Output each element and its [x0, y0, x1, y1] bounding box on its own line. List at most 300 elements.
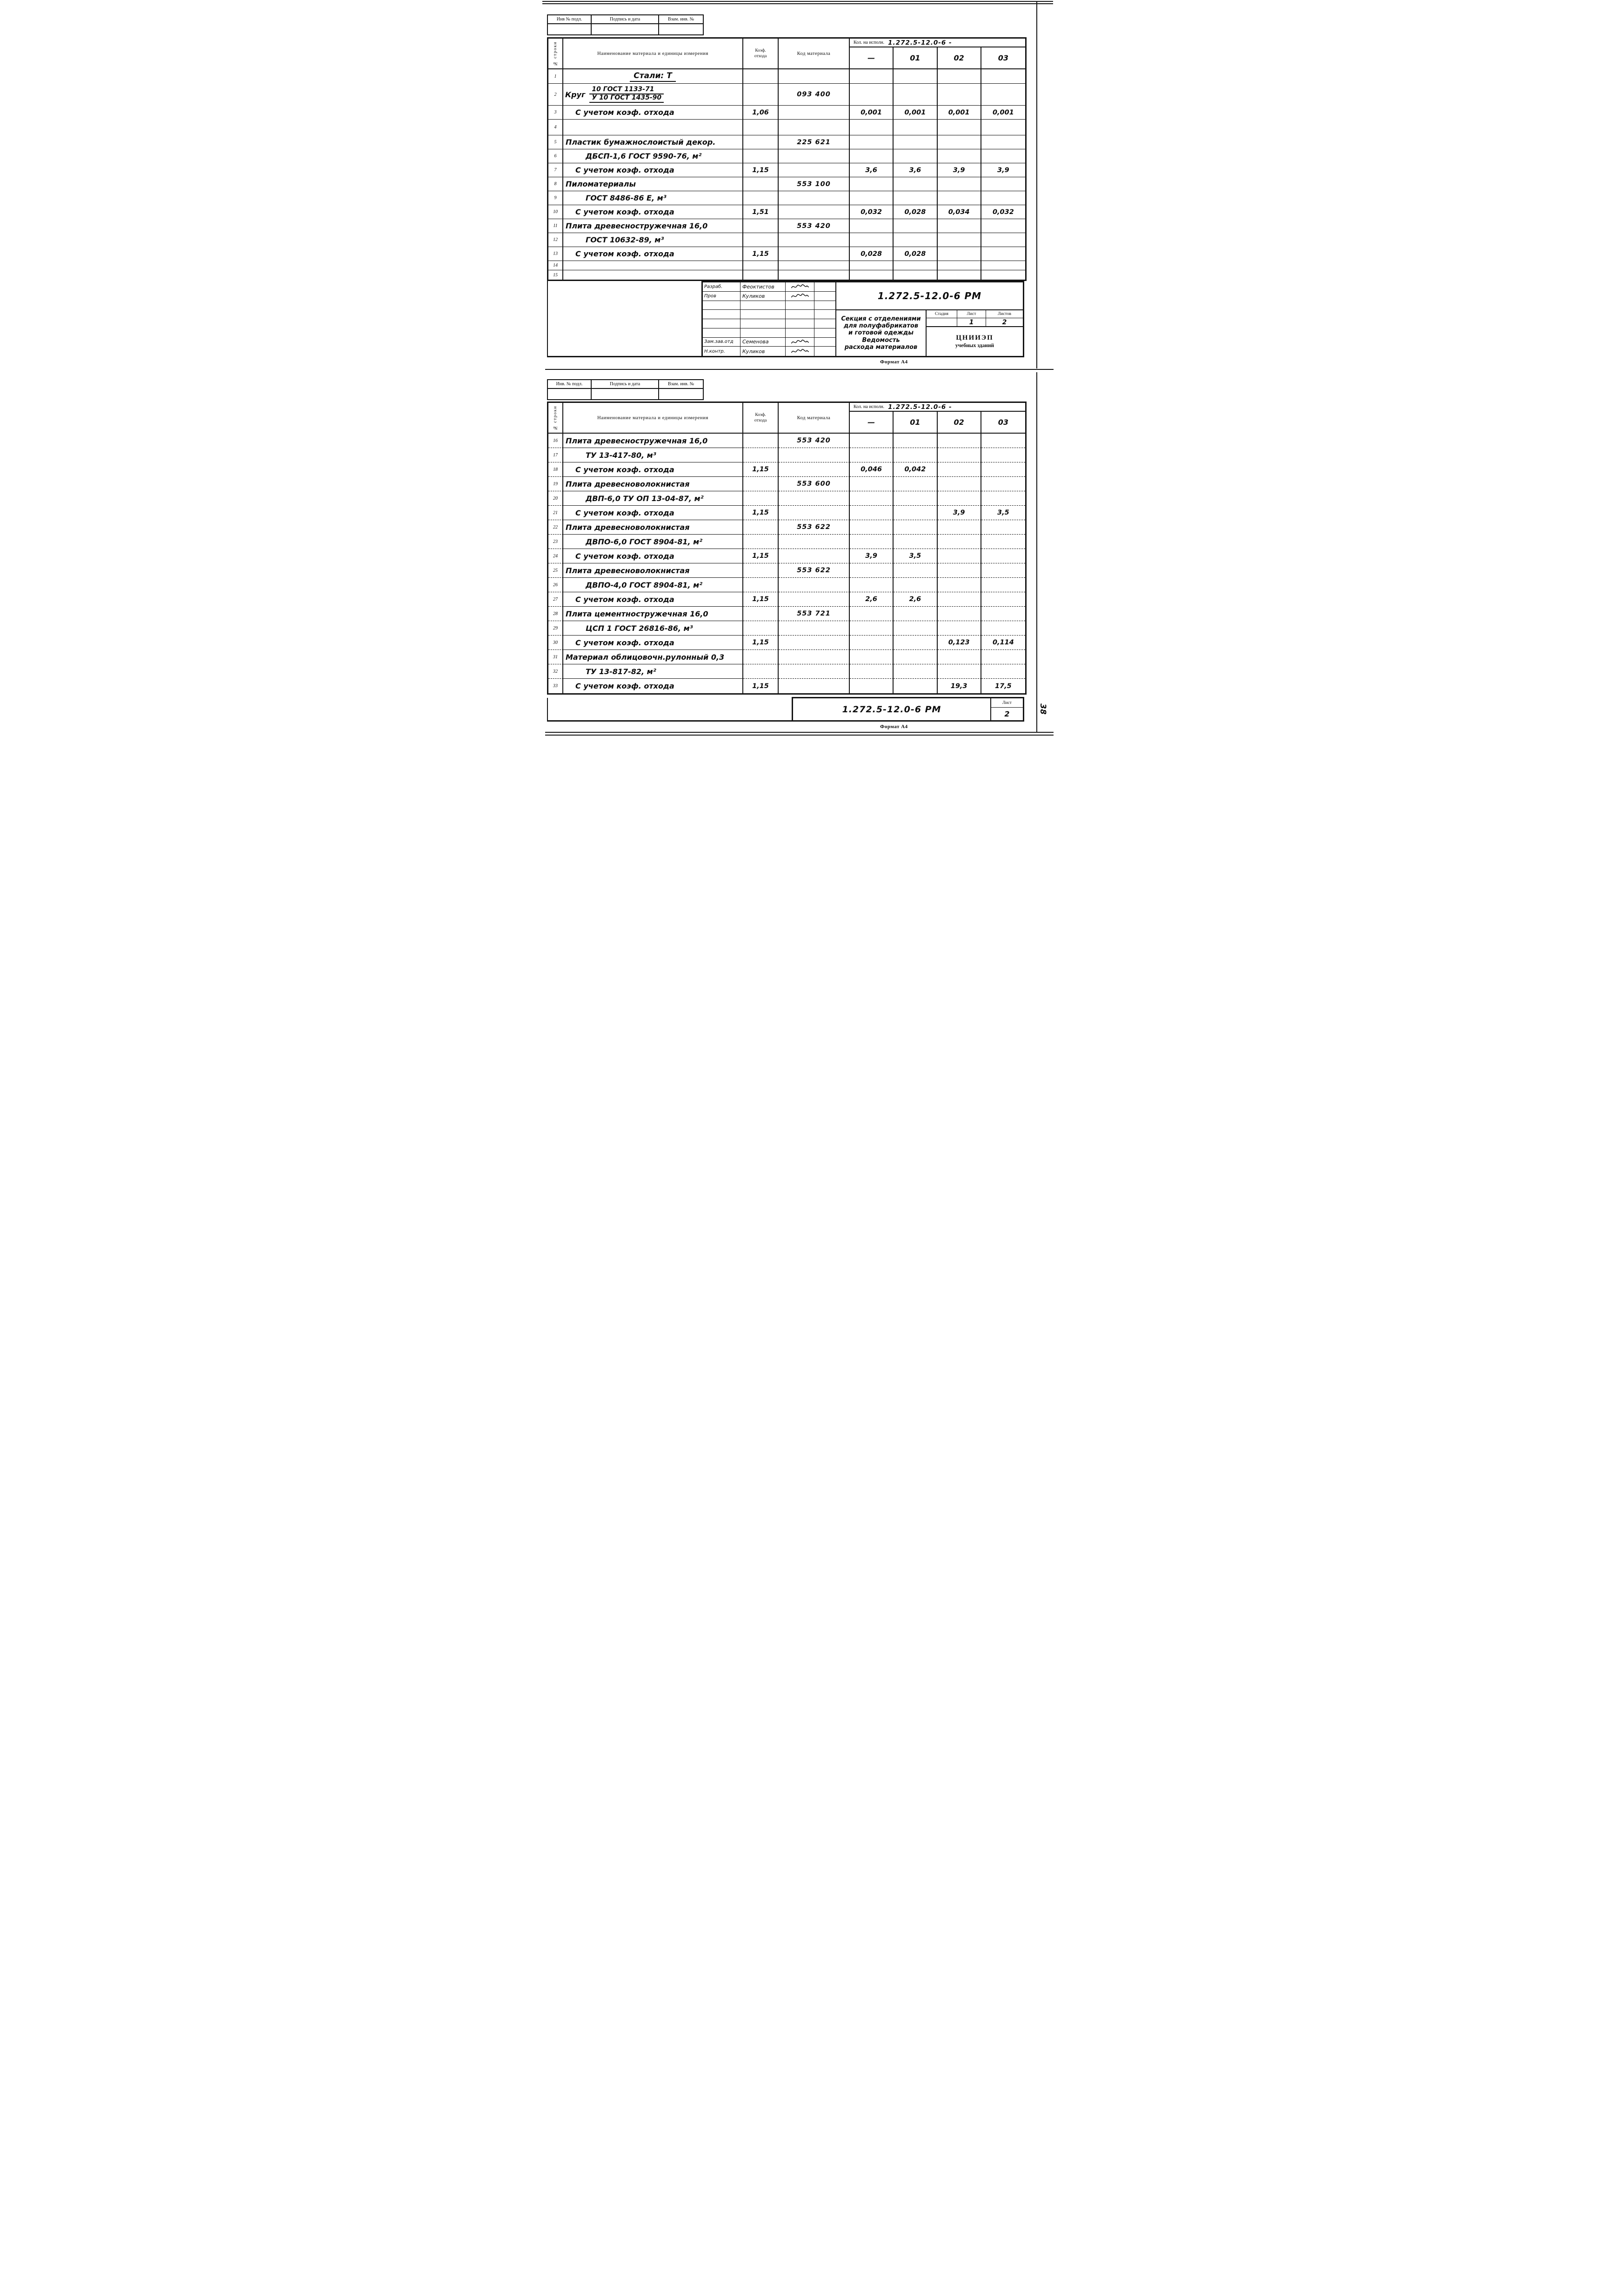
qty-cell: [981, 177, 1025, 191]
code-cell: 553 420: [779, 219, 850, 233]
qty-cell: [981, 247, 1025, 261]
qty-cell: [850, 621, 894, 636]
row-number-cell: 13: [548, 247, 563, 261]
qty-cell: [850, 607, 894, 621]
code-cell: 553 622: [779, 520, 850, 535]
signature-squiggle: [791, 293, 809, 299]
material-name-prefix: Круг: [565, 90, 586, 99]
row-number-cell: 17: [548, 448, 563, 462]
qty-cell: [938, 270, 981, 280]
project-title: [836, 310, 927, 356]
koef-cell: [743, 135, 779, 149]
exec-code-handwritten: 1.272.5-12.0-6 -: [888, 403, 952, 411]
stamp-inv-number: Инв № подл.: [548, 15, 592, 24]
qty-cell: [894, 621, 937, 636]
col-header-exec-base: —: [850, 47, 894, 68]
stamp-strip: [547, 14, 704, 35]
qty-cell: [981, 578, 1025, 592]
titleblock-role-cell: [703, 310, 740, 319]
code-cell: [779, 636, 850, 650]
material-name-cell: [563, 477, 743, 491]
col-header-row-number: [548, 403, 563, 433]
koef-cell: [743, 491, 779, 506]
stage-sheet-grid: [927, 310, 1023, 356]
material-name-cell: [563, 177, 743, 191]
row-number-cell: 23: [548, 535, 563, 549]
code-cell: [779, 679, 850, 693]
material-name-text: С учетом коэф. отхода: [575, 508, 674, 517]
qty-cell: [894, 679, 937, 693]
material-name-cell: [563, 491, 743, 506]
row-number-cell: 5: [548, 135, 563, 149]
col-header-koef: [743, 403, 779, 433]
qty-cell: 3,9: [997, 166, 1009, 174]
material-name-text: ЦСП 1 ГОСТ 26816-86, м³: [586, 623, 693, 633]
material-name-text: ДВП-6,0 ТУ ОП 13-04-87, м²: [586, 494, 704, 503]
org-subname: учебных зданий: [955, 343, 994, 349]
sheet-label: Лист: [957, 310, 986, 318]
titleblock-role-cell: Разраб.: [703, 282, 740, 292]
koef-cell: 1,15: [743, 592, 779, 607]
qty-cell: [938, 578, 981, 592]
stage-label: Стадия: [927, 310, 957, 318]
qty-cell: [938, 84, 981, 105]
koef-cell: [743, 177, 779, 191]
row-number-cell: 9: [548, 191, 563, 205]
titleblock-name-cell: Семенова: [740, 338, 786, 347]
title-line: для полуфабрикатов: [843, 322, 919, 330]
table-body-page2: [548, 434, 1025, 693]
row-number-label: № строки: [553, 405, 558, 430]
qty-cell: [850, 219, 894, 233]
table-row: [548, 650, 1025, 664]
code-cell: [779, 621, 850, 636]
material-name-text: ГОСТ 8486-86 Е, м³: [586, 194, 667, 202]
material-name-cell: [563, 621, 743, 636]
col-header-exec-03: 03: [998, 418, 1008, 427]
table-row: [548, 135, 1025, 149]
row-number-cell: 11: [548, 219, 563, 233]
material-name-cell: [563, 106, 743, 119]
material-name-text: ТУ 13-817-82, м²: [586, 667, 656, 676]
row-number-cell: 15: [548, 270, 563, 280]
org-name: ЦНИИЭП: [956, 334, 994, 342]
row-number-cell: 24: [548, 549, 563, 563]
table-header: [548, 403, 1025, 434]
sheets-label: Листов: [986, 310, 1023, 318]
top-edge-line-2: [542, 3, 1053, 4]
row-number-cell: 27: [548, 592, 563, 607]
qty-cell: [850, 448, 894, 462]
titleblock-role-cell: Н.контр.: [703, 347, 740, 356]
material-name-cell: [563, 163, 743, 177]
qty-cell: [981, 191, 1025, 205]
row-number-cell: 10: [548, 205, 563, 219]
title-block-lower: [836, 310, 1023, 356]
qty-cell: [938, 247, 981, 261]
koef-cell: [743, 664, 779, 679]
material-name-cell: [563, 549, 743, 563]
row-number-cell: 2: [548, 84, 563, 105]
frame-bottom-segment: [547, 356, 702, 357]
code-cell: [779, 106, 850, 119]
row-number-cell: 28: [548, 607, 563, 621]
qty-cell: [938, 149, 981, 163]
col-header-code: Код материала: [779, 39, 850, 68]
qty-cell: [938, 563, 981, 578]
qty-cell: 3,9: [938, 163, 981, 177]
date-cell: [814, 338, 835, 347]
qty-cell: [938, 650, 981, 664]
koef-cell: 1,51: [743, 205, 779, 219]
qty-cell: [938, 191, 981, 205]
titleblock-name-cell: Феоктистов: [740, 282, 786, 292]
code-cell: [779, 247, 850, 261]
qty-cell: [850, 191, 894, 205]
code-cell: [779, 120, 850, 135]
material-name-cell: [563, 578, 743, 592]
qty-cell: [938, 233, 981, 247]
qty-cell: 3,5: [894, 549, 937, 563]
table-body-page1: [548, 69, 1025, 280]
qty-cell: 19,3: [938, 679, 981, 693]
material-name-text: С учетом коэф. отхода: [575, 465, 674, 474]
material-name-cell: [563, 650, 743, 664]
table-row: [548, 607, 1025, 621]
qty-cell: [894, 84, 937, 105]
koef-cell: 1,15: [743, 506, 779, 520]
table-row: [548, 636, 1025, 650]
titleblock-name-cell: [740, 310, 786, 319]
row-number-cell: 1: [548, 69, 563, 83]
koef-cell: [743, 563, 779, 578]
signature-cell: [786, 338, 814, 347]
row-number-cell: 18: [548, 462, 563, 477]
titleblock-name-cell: [740, 301, 786, 310]
signature-squiggle: [791, 339, 809, 345]
table-row: [548, 578, 1025, 592]
qty-cell: [850, 261, 894, 270]
qty-cell: [938, 261, 981, 270]
material-name-cell: [563, 535, 743, 549]
col-header-exec-01: 01: [894, 412, 937, 433]
sheet-2: [542, 372, 1059, 739]
table-row: [548, 563, 1025, 578]
signature-cell: [786, 310, 814, 319]
material-name-text: Плита древесностружечная 16,0: [566, 436, 708, 445]
material-name-cell: [563, 434, 743, 448]
qty-cell: [981, 261, 1025, 270]
qty-cell: [850, 664, 894, 679]
material-name-text: Пиломатериалы: [566, 180, 636, 188]
row-number-cell: 26: [548, 578, 563, 592]
koef-cell: 1,15: [743, 163, 779, 177]
table-row: [548, 247, 1025, 261]
qty-cell: [981, 84, 1025, 105]
qty-cell: [894, 135, 937, 149]
row-number-cell: 30: [548, 636, 563, 650]
qty-cell: 0,032: [850, 205, 894, 219]
koef-label-line2: отхода: [754, 54, 767, 59]
row-number-cell: 3: [548, 106, 563, 119]
code-cell: [779, 149, 850, 163]
table-row: [548, 621, 1025, 636]
code-cell: [779, 233, 850, 247]
table-row: [548, 191, 1025, 205]
stamp-empty-cell: [592, 24, 659, 34]
table-row: [548, 664, 1025, 679]
signature-squiggle: [791, 348, 809, 355]
date-cell: [814, 328, 835, 338]
table-row: [548, 120, 1025, 135]
col-header-exec-group: [850, 39, 1025, 47]
material-name-text: С учетом коэф. отхода: [575, 682, 674, 690]
qty-cell: [894, 636, 937, 650]
material-name-text: С учетом коэф. отхода: [575, 595, 674, 604]
code-cell: 553 600: [779, 477, 850, 491]
qty-cell: [981, 650, 1025, 664]
qty-cell: [981, 477, 1025, 491]
signature-grid: [703, 282, 836, 356]
material-name-text: С учетом коэф. отхода: [575, 208, 674, 216]
code-cell: [779, 506, 850, 520]
date-cell: [814, 282, 835, 292]
qty-cell: [850, 679, 894, 693]
qty-cell: [938, 592, 981, 607]
stamp-inv-number: Инв. № подл.: [548, 380, 592, 389]
qty-cell: [850, 84, 894, 105]
code-cell: 093 400: [779, 84, 850, 105]
titleblock-name-cell: [740, 319, 786, 328]
qty-cell: 0,028: [894, 205, 937, 219]
qty-cell: [850, 520, 894, 535]
qty-cell: [894, 149, 937, 163]
code-cell: [779, 261, 850, 270]
koef-cell: [743, 650, 779, 664]
qty-cell: [938, 491, 981, 506]
qty-cell: 3,6: [850, 163, 894, 177]
date-cell: [814, 347, 835, 356]
row-number-cell: 16: [548, 434, 563, 448]
qty-cell: 0,001: [992, 108, 1014, 116]
titleblock-name-cell: Куликов: [740, 347, 786, 356]
bottom-edge-line-2: [545, 735, 1054, 736]
qty-cell: [850, 120, 894, 135]
table-row: [548, 549, 1025, 563]
table-row: [548, 106, 1025, 120]
qty-cell: 0,042: [894, 462, 937, 477]
table-row: [548, 84, 1025, 106]
qty-cell: [938, 219, 981, 233]
title-line: Ведомость: [862, 336, 900, 344]
code-cell: [779, 592, 850, 607]
qty-cell: [938, 69, 981, 83]
qty-cell: [894, 520, 937, 535]
qty-cell: [981, 448, 1025, 462]
qty-cell: [981, 535, 1025, 549]
code-cell: [779, 535, 850, 549]
material-name-text: ДВПО-4,0 ГОСТ 8904-81, м²: [586, 580, 703, 589]
top-edge-line: [542, 1, 1053, 2]
format-label: Формат А4: [880, 724, 908, 730]
col-header-exec-02: 02: [938, 412, 981, 433]
qty-cell: [894, 69, 937, 83]
material-name-cell: [563, 135, 743, 149]
koef-cell: [743, 448, 779, 462]
stage-value: [927, 318, 957, 327]
material-name-text: Плита древесностружечная 16,0: [566, 221, 708, 230]
row-number-cell: 29: [548, 621, 563, 636]
code-cell: [779, 664, 850, 679]
material-name-text: Плита древесноволокнистая: [566, 566, 690, 575]
titleblock-role-cell: [703, 301, 740, 310]
koef-cell: [743, 261, 779, 270]
stamp-replace-inv: Взам. инв. №: [659, 380, 703, 389]
table-row: [548, 592, 1025, 607]
frame-left-segment: [547, 281, 548, 357]
edge-page-number: 38: [1038, 703, 1047, 715]
format-label: Формат А4: [880, 359, 908, 365]
gost-fraction-top: 10 ГОСТ 1133-71: [589, 86, 664, 94]
material-name-text: С учетом коэф. отхода: [575, 166, 674, 174]
table-row: [548, 205, 1025, 219]
material-name-cell: [563, 233, 743, 247]
sheets-value: 2: [986, 318, 1023, 327]
qty-cell: [894, 261, 937, 270]
qty-cell: [894, 233, 937, 247]
qty-cell: [850, 135, 894, 149]
material-name-text: С учетом коэф. отхода: [575, 551, 674, 561]
material-name-cell: [563, 84, 743, 105]
material-name-text: С учетом коэф. отхода: [575, 638, 674, 647]
frame-right-line: [1036, 1, 1037, 368]
col-header-koef: [743, 39, 779, 68]
qty-cell: [981, 607, 1025, 621]
exec-label: Кол. на исполн.: [854, 404, 885, 409]
table-row: [548, 233, 1025, 247]
material-name-text: ТУ 13-417-80, м³: [586, 450, 656, 460]
footer-sheet-box: [990, 698, 1023, 720]
koef-cell: [743, 84, 779, 105]
table-row: [548, 462, 1025, 477]
qty-cell: [981, 563, 1025, 578]
date-cell: [814, 292, 835, 301]
material-name-cell: [563, 462, 743, 477]
material-name-text: ДБСП-1,6 ГОСТ 9590-76, м²: [586, 152, 702, 161]
qty-cell: [894, 448, 937, 462]
material-name-cell: [563, 506, 743, 520]
qty-cell: [981, 270, 1025, 280]
title-line: и готовой одежды: [848, 329, 914, 337]
qty-cell: 2,6: [894, 592, 937, 607]
qty-cell: [938, 177, 981, 191]
qty-cell: [850, 233, 894, 247]
qty-cell: [981, 149, 1025, 163]
material-name-text: С учетом коэф. отхода: [575, 249, 674, 258]
qty-cell: 3,6: [894, 163, 937, 177]
qty-cell: [981, 664, 1025, 679]
koef-cell: [743, 434, 779, 448]
code-cell: [779, 549, 850, 563]
code-cell: 553 622: [779, 563, 850, 578]
qty-cell: [850, 177, 894, 191]
titleblock-role-cell: [703, 328, 740, 338]
qty-cell: 17,5: [994, 682, 1012, 690]
qty-cell: [850, 477, 894, 491]
code-cell: [779, 163, 850, 177]
col-header-exec-group: [850, 403, 1025, 412]
qty-cell: [894, 191, 937, 205]
qty-cell: [894, 650, 937, 664]
date-cell: [814, 310, 835, 319]
material-name-cell: [563, 270, 743, 280]
material-name-cell: [563, 664, 743, 679]
exec-code-handwritten: 1.272.5-12.0-6 -: [888, 39, 952, 47]
row-number-cell: 20: [548, 491, 563, 506]
material-name-text: Плита цементностружечная 16,0: [566, 609, 708, 618]
qty-cell: [981, 549, 1025, 563]
date-cell: [814, 301, 835, 310]
signature-cell: [786, 328, 814, 338]
table-row: [548, 491, 1025, 506]
table-row: [548, 477, 1025, 491]
code-cell: [779, 270, 850, 280]
material-name-text: Материал облицовочн.рулонный 0,3: [566, 652, 725, 662]
qty-cell: [850, 636, 894, 650]
signature-cell: [786, 347, 814, 356]
material-name-cell: [563, 191, 743, 205]
col-header-exec-03: 03: [998, 54, 1008, 62]
qty-cell: [894, 491, 937, 506]
koef-cell: [743, 477, 779, 491]
row-number-cell: 25: [548, 563, 563, 578]
row-number-label: № строки: [553, 41, 558, 66]
row-number-cell: 8: [548, 177, 563, 191]
koef-cell: [743, 219, 779, 233]
sheet-1: [542, 0, 1059, 372]
qty-cell: [981, 621, 1025, 636]
doc-code: 1.272.5-12.0-6 РМ: [842, 704, 941, 715]
qty-cell: [894, 434, 937, 448]
koef-cell: 1,06: [743, 106, 779, 119]
material-name-cell: [563, 679, 743, 693]
table-row: [548, 69, 1025, 84]
date-cell: [814, 319, 835, 328]
qty-cell: [981, 69, 1025, 83]
qty-cell: [850, 506, 894, 520]
titleblock-role-cell: Пров: [703, 292, 740, 301]
row-number-cell: 7: [548, 163, 563, 177]
table-row: [548, 520, 1025, 535]
material-name-cell: [563, 69, 743, 83]
qty-cell: 0,028: [894, 247, 937, 261]
koef-cell: [743, 578, 779, 592]
material-name-cell: [563, 520, 743, 535]
table-row: [548, 219, 1025, 233]
material-name-cell: [563, 592, 743, 607]
col-header-code: Код материала: [779, 403, 850, 433]
qty-cell: [938, 607, 981, 621]
title-block: [701, 281, 1024, 357]
qty-cell: [981, 135, 1025, 149]
signature-cell: [786, 301, 814, 310]
materials-table-page1: [547, 37, 1027, 281]
code-cell: [779, 448, 850, 462]
col-header-exec-01: 01: [894, 47, 937, 68]
qty-cell: [938, 520, 981, 535]
qty-cell: [850, 149, 894, 163]
material-name-cell: [563, 448, 743, 462]
